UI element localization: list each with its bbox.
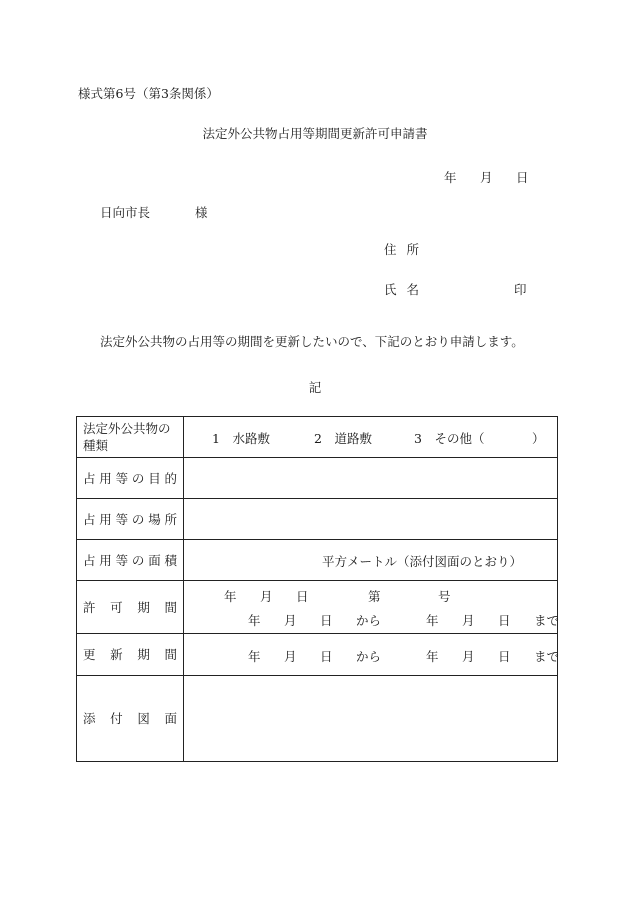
renewal-end-day: 日 [498,649,511,664]
location-label-cell [77,499,184,540]
row-area [77,540,558,581]
type-option-other: 3 その他（ [414,431,485,446]
name-label: 氏名 [384,282,430,297]
purpose-label-char: 的 [164,470,177,486]
permit-start-day: 日 [320,613,333,628]
renewal-label-char: 新 [110,647,123,662]
renewal-label-char: 間 [164,647,177,662]
area-label-char: 面 [148,552,161,568]
location-label-char: 所 [164,511,177,527]
address-label: 住所 [384,242,430,257]
area-label-char: 占 [83,552,96,568]
row-attachment [77,676,558,762]
area-label-char: の [131,552,145,568]
application-table [76,416,558,762]
permit-value-cell[interactable] [184,581,558,634]
addressee-honorific: 様 [195,205,208,220]
date-month: 月 [480,170,493,185]
permit-from: から [356,613,382,628]
permit-issue-dai: 第 [368,589,381,604]
permit-label-cell [77,581,184,634]
attachment-label-char: 図 [137,711,150,726]
area-label-char: 用 [99,552,112,568]
permit-issue-year: 年 [224,589,237,604]
permit-label-char: 期 [137,599,150,615]
renewal-until: まで [534,649,560,664]
renewal-start-month: 月 [284,649,297,664]
location-label-char: の [131,511,145,527]
attachment-label-char: 付 [110,711,123,726]
type-label-line2: 種類 [83,438,109,453]
form-number: 様式第6号（第3条関係） [78,86,219,101]
permit-end-year: 年 [426,613,439,628]
location-label [83,511,183,528]
permit-end-month: 月 [462,613,475,628]
permit-start-month: 月 [284,613,297,628]
purpose-label-char: 用 [99,470,112,486]
attachment-label-char: 添 [83,711,96,726]
seal-mark: 印 [514,282,527,297]
renewal-label-char: 更 [83,647,96,662]
type-label-line1: 法定外公共物の [83,421,171,436]
area-unit-text: 平方メートル（添付図面のとおり） [322,554,523,569]
type-option-other-close: ） [532,431,545,446]
renewal-from: から [356,649,382,664]
attachment-label [83,710,183,727]
row-permit-period [77,581,558,634]
permit-issue-go: 号 [438,589,451,604]
purpose-value-cell[interactable] [184,458,558,499]
renewal-end-month: 月 [462,649,475,664]
application-statement: 法定外公共物の占用等の期間を更新したいので、下記のとおり申請します。 [100,334,524,349]
renewal-label-char: 期 [137,647,150,662]
permit-label-char: 間 [164,599,177,615]
purpose-label-char: 等 [115,470,129,486]
ki-heading: 記 [308,380,322,395]
location-value-cell[interactable] [184,499,558,540]
row-renewal-period [77,634,558,676]
permit-issue-month: 月 [260,589,273,604]
renewal-label [83,646,183,663]
location-label-char: 等 [115,511,129,527]
document-title: 法定外公共物占用等期間更新許可申請書 [202,126,428,141]
location-label-char: 占 [83,511,96,527]
area-label [83,552,183,569]
area-label-char: 等 [115,552,129,568]
renewal-label-cell [77,634,184,676]
type-option-waterway: 1 水路敷 [212,431,270,446]
renewal-value-cell[interactable] [184,634,558,676]
row-purpose [77,458,558,499]
row-type [77,417,558,458]
area-value-cell[interactable] [184,540,558,581]
type-option-road: 2 道路敷 [314,431,372,446]
addressee: 日向市長 [100,205,151,220]
permit-label-char: 許 [83,599,96,615]
permit-issue-day: 日 [296,589,309,604]
renewal-start-day: 日 [320,649,333,664]
purpose-label-char: の [131,470,145,486]
row-location [77,499,558,540]
purpose-label [83,470,183,487]
purpose-label-char: 目 [148,470,161,486]
permit-end-day: 日 [498,613,511,628]
permit-until: まで [534,613,560,628]
attachment-label-char: 面 [164,711,177,726]
location-label-char: 用 [99,511,112,527]
attachment-value-cell[interactable] [184,676,558,762]
renewal-start-year: 年 [248,649,261,664]
purpose-label-cell [77,458,184,499]
date-year: 年 [444,170,457,185]
type-label [77,417,184,458]
purpose-label-char: 占 [83,470,96,486]
location-label-char: 場 [148,511,161,527]
type-options-cell[interactable] [184,417,558,458]
attachment-label-cell [77,676,184,762]
permit-label [83,599,183,616]
renewal-end-year: 年 [426,649,439,664]
date-day: 日 [516,170,529,185]
permit-start-year: 年 [248,613,261,628]
permit-label-char: 可 [110,599,123,615]
area-label-char: 積 [164,552,177,568]
area-label-cell [77,540,184,581]
